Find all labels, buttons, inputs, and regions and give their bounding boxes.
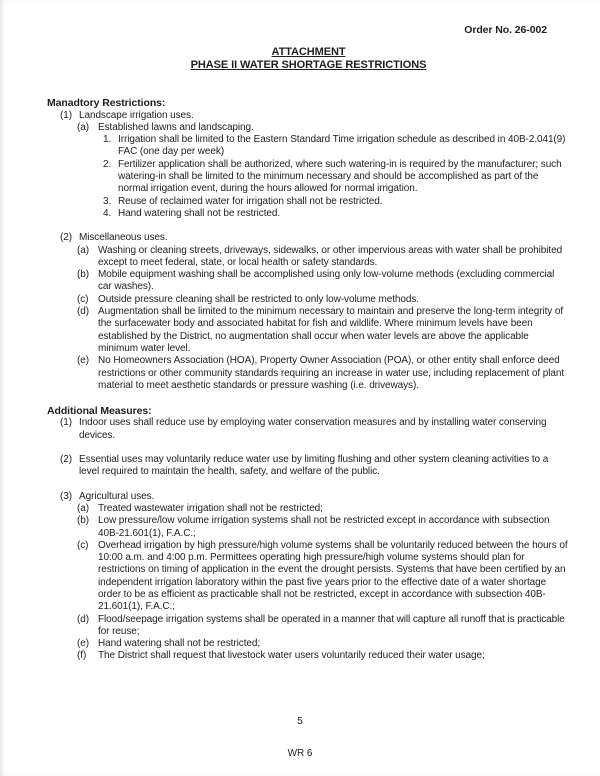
item-marker: (a) (77, 244, 89, 256)
section-items (47, 417, 570, 662)
item-text: Washing or cleaning streets, driveways, sidewalks, or other impervious areas with water shall be prohibited except to meet federal, state, or local health or safety standards. (98, 244, 563, 268)
list-item (47, 110, 570, 122)
item-text: Indoor uses shall reduce use by employing water conservation measures and by installing water conserving devices. (79, 417, 547, 441)
item-text: Low pressure/low volume irrigation systems shall not be restricted except in accordance with subsection 40B-21.601(1), F.A.C.; (98, 515, 550, 539)
list-item (47, 638, 570, 650)
item-marker: (b) (77, 269, 89, 281)
list-item (47, 491, 570, 503)
item-marker: (a) (77, 121, 89, 133)
list-item (47, 306, 570, 355)
title-phase-ii-restrictions: PHASE II WATER SHORTAGE RESTRICTIONS (190, 59, 427, 72)
list-item (47, 208, 570, 220)
item-marker: 2. (103, 158, 112, 170)
list-item (47, 614, 570, 639)
list-item (47, 122, 570, 134)
section-heading: Manadtory Restrictions: (47, 97, 166, 110)
item-marker: (d) (77, 613, 89, 625)
list-item (47, 650, 570, 662)
item-text: Fertilizer application shall be authorized, where such watering-in is required by the manufacturer; such watering-in shall be limited to the minimum necessary and should be accomplished as part of the normal irrigation event, during the hours allowed for normal irrigation. (118, 158, 562, 195)
item-marker: (e) (77, 355, 89, 367)
list-item (47, 503, 570, 515)
section-mandatory-restrictions (47, 97, 570, 392)
item-text: Flood/seepage irrigation systems shall be operated in a manner that will capture all runoff that is practicable for reuse; (98, 613, 565, 637)
item-marker: (2) (60, 454, 72, 466)
item-text: Agricultural uses. (79, 490, 155, 502)
item-marker: (c) (77, 293, 89, 305)
item-marker: (b) (77, 515, 89, 527)
section-additional-measures (47, 405, 570, 663)
item-text: Outside pressure cleaning shall be restricted to only low-volume methods. (98, 293, 419, 305)
item-marker: 1. (103, 134, 112, 146)
item-text: Miscellaneous uses. (79, 232, 168, 244)
list-item (47, 294, 570, 306)
item-text: Essential uses may voluntarily reduce water use by limiting flushing and other system cleaning activities to a level required to maintain the health, safety, and welfare of the public. (79, 454, 549, 478)
list-item (47, 540, 570, 614)
item-text: No Homeowners Association (HOA), Property Owner Association (POA), or other entity shall enforce deed restrictions or other community standards requiring an increase in water use, including replacement of plant material to meet aesthetic standards or pressure washing (i.e. driveways). (98, 355, 565, 391)
item-marker: (a) (77, 502, 89, 514)
list-item (47, 159, 570, 196)
order-number: Order No. 26-002 (464, 24, 547, 36)
list-item (47, 232, 570, 244)
list-item (47, 196, 570, 208)
item-marker: (1) (60, 417, 72, 429)
item-text: Hand watering shall not be restricted. (118, 207, 281, 219)
item-marker: (e) (77, 638, 89, 650)
item-text: The District shall request that livestock water users voluntarily reduced their water usage; (98, 650, 485, 662)
item-text: Irrigation shall be limited to the Eastern Standard Time irrigation schedule as described in 40B-2.041(9) FAC (one day per week) (118, 134, 566, 158)
list-item (47, 134, 570, 159)
list-item (47, 454, 570, 479)
list-item (47, 515, 570, 540)
list-item (47, 417, 570, 442)
list-item (47, 245, 570, 270)
title-attachment: ATTACHMENT (271, 46, 346, 59)
item-marker: (3) (60, 490, 72, 502)
item-text: Established lawns and landscaping. (98, 121, 254, 133)
item-text: Landscape irrigation uses. (79, 109, 194, 121)
list-item (47, 355, 570, 392)
section-heading: Additional Measures: (47, 405, 152, 418)
item-marker: (f) (77, 650, 87, 662)
item-text: Treated wastewater irrigation shall not be restricted; (98, 502, 323, 514)
page-number: 5 (297, 716, 303, 727)
item-marker: (d) (77, 306, 89, 318)
document-title-block (47, 46, 570, 72)
item-marker: (1) (60, 109, 72, 121)
item-marker: (c) (77, 539, 89, 551)
item-text: Mobile equipment washing shall be accomplished using only low-volume methods (excluding commercial car washes). (98, 269, 555, 293)
item-text: Augmentation shall be limited to the minimum necessary to maintain and preserve the long-term integrity of the surfacewater body and associated habitat for fish and wildlife. Where minimum levels have been established by the District, no augmentation shall occur when water levels are above the applicable minimum water level. (98, 306, 564, 354)
item-marker: (2) (60, 232, 72, 244)
item-marker: 4. (103, 207, 112, 219)
list-item (47, 269, 570, 294)
item-text: Overhead irrigation by high pressure/high volume systems shall be voluntarily reduced between the hours of 10:00 a.m. and 4:00 p.m. Permittees operating high pressure/high volume systems should plan for restrictions on timing of application in the event the drought persists. Systems that have been certified by an independent irrigation laboratory within the past five years prior to the effective date of a water shortage order to be as efficient as practicable shall not be restricted, except in accordance with subsection 40B-21.601(1), F.A.C.; (98, 539, 568, 613)
item-text: Reuse of reclaimed water for irrigation shall not be restricted. (118, 195, 383, 207)
footer-code: WR 6 (287, 748, 313, 759)
item-text: Hand watering shall not be restricted; (98, 638, 261, 650)
item-marker: 3. (103, 195, 112, 207)
section-items (47, 110, 570, 393)
